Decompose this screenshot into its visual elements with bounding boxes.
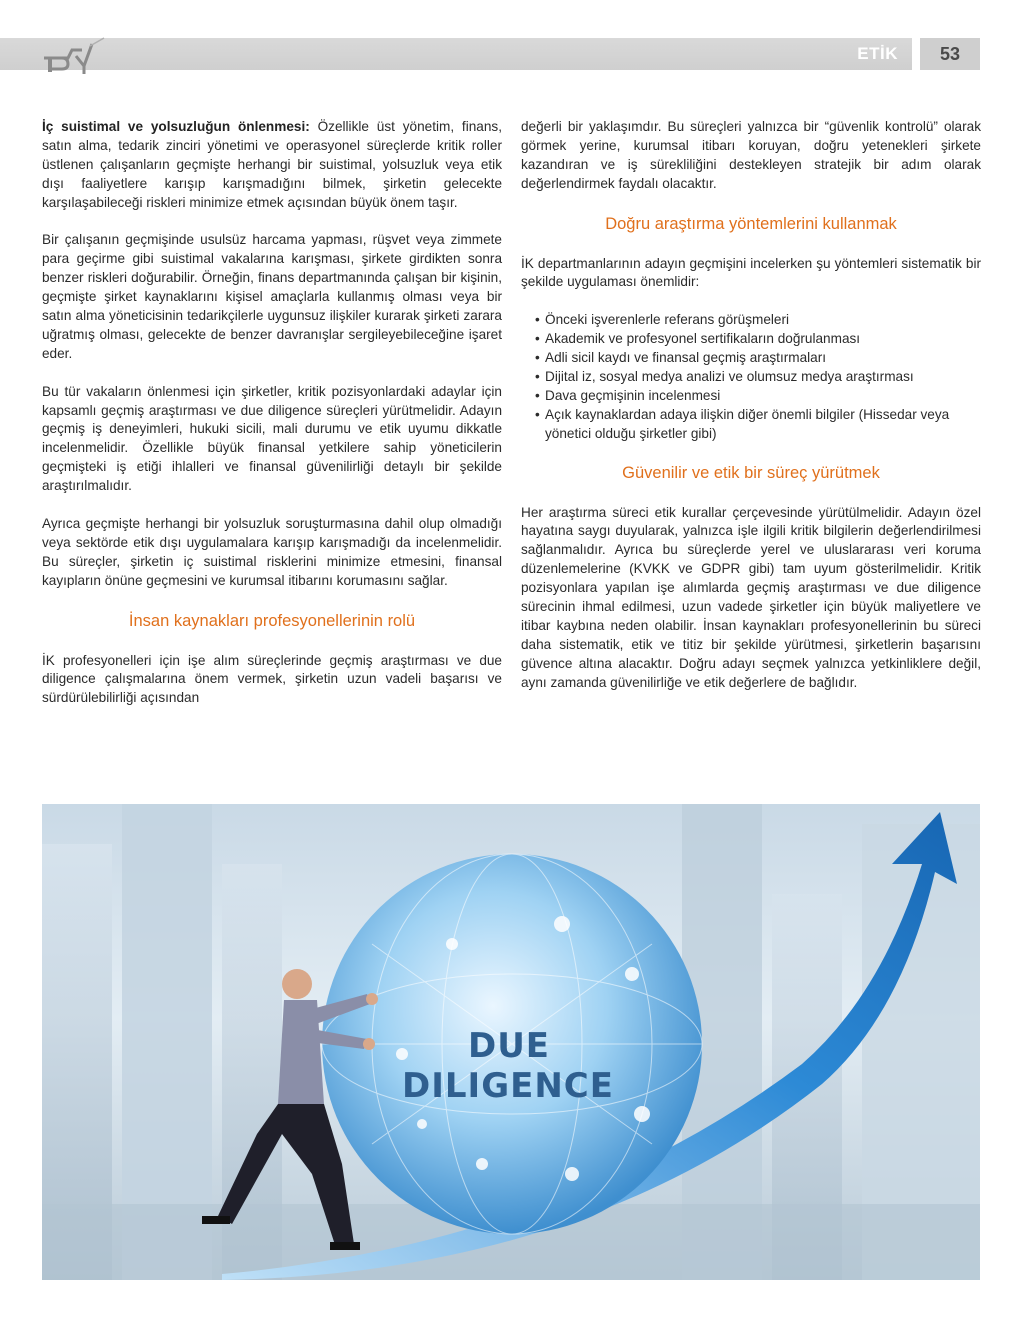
paragraph: Bir çalışanın geçmişinde usulsüz harcama yapması, rüşvet veya zimmete para geçirme gibi suistimal vakalarına karışması, şirkete girdikten sonra benzer riskleri doğurabilir. Örneğin, finans departmanında çalışan bir kişinin, geçmişte şirket kaynaklarını kişisel amaçlarla kullanmış olması veya bir satın alma yöneticisinin tedarikçilerle uygunsuz ilişkiler kurarak şirketi zarara uğratmış olması, gelecekte de benzer davranışlar sergileyebileceğine işaret eder.: [42, 232, 502, 361]
subheading-hr-role: İnsan kaynakları profesyonellerinin rolü: [128, 611, 416, 630]
list-item: • Açık kaynaklardan adaya ilişkin diğer önemli bilgiler (Hissedar veya yönetici olduğu şirketler gibi): [535, 406, 981, 444]
list-item: • Adli sicil kaydı ve finansal geçmiş araştırmaları: [535, 349, 981, 368]
paragraph: değerli bir yaklaşımdır. Bu süreçleri yalnızca bir “güvenlik kontrolü” olarak görmek yerine, kurumsal itibarı koruyan, doğru yetenekleri şirkete kazandıran ve iş sürekliliğini destekleyen stratejik bir adım olarak değerlendirmek faydalı olacaktır.: [521, 119, 981, 191]
paragraph: Her araştırma süreci etik kurallar çerçevesinde yürütülmelidir. Adayın özel hayatına saygı duyularak, yalnızca işle ilgili kritik bilgilerin değerlendirilmesi sağlanmalıdır. Ayrıca bu süreçlerde yerel ve uluslararası veri koruma düzenlemelerine (KVKK ve GDPR gibi) tam uyum gösterilmelidir. Kritik pozisyonlara yapılan işe alımlarda geçmiş araştırması ve due diligence sürecinin ihmal edilmesi, uzun vadede şirketler için büyük maliyetlere ve itibar kaybına neden olabilir. İnsan kaynakları profesyonellerinin bu süreci daha sistematik, etik ve titiz bir şekilde yürütmesi, şirketlerin başarısını güvence altına alacaktır. Doğru adayı seçmek yalnızca yetkinliklere değil, aynı zamanda güvenilirliğe ve etik değerlere de bağlıdır.: [521, 504, 981, 690]
list-item: • Akademik ve profesyonel sertifikaların doğrulanması: [535, 330, 981, 349]
paragraph: İK profesyonelleri için işe alım süreçlerinde geçmiş araştırması ve due diligence çalışmalarına önem vermek, şirketin uzun vadeli başarısı ve sürdürülebilirliği açısından: [42, 652, 502, 706]
globe-title-line2: DILIGENCE: [402, 1066, 614, 1106]
methods-list: [535, 311, 981, 443]
right-column: [521, 118, 981, 693]
paragraph: İK departmanlarının adayın geçmişini incelerken şu yöntemleri sistematik bir şekilde uygulaması önemlidir:: [521, 255, 981, 290]
subheading-research-methods: Doğru araştırma yöntemlerini kullanmak: [605, 214, 897, 233]
section-label: ETİK: [857, 44, 898, 63]
list-item: • Önceki işverenlerle referans görüşmeleri: [535, 311, 981, 330]
paragraph-text: Özellikle üst yönetim, finans, satın alma, tedarik zinciri yönetimi ve operasyonel süreçlerde kritik roller üstlenen çalışanların geçmişte herhangi bir suistimal, yolsuzluk veya etik dışı faaliyetlere karışıp karışmadığını bilmek, şirketin gelecekte karşılaşabileceği riskleri minimize etmek açısından büyük önem taşır.: [42, 119, 502, 210]
magazine-logo: [42, 36, 106, 76]
subheading-ethical-process: Güvenilir ve etik bir süreç yürütmek: [622, 463, 880, 482]
paragraph-lead: İç suistimal ve yolsuzluğun önlenmesi:: [42, 119, 310, 134]
due-diligence-photo: [42, 804, 980, 1280]
list-item: • Dava geçmişinin incelenmesi: [535, 387, 981, 406]
left-column: [42, 118, 502, 708]
list-item: • Dijital iz, sosyal medya analizi ve olumsuz medya araştırması: [535, 368, 981, 387]
paragraph: Ayrıca geçmişte herhangi bir yolsuzluk soruşturmasına dahil olup olmadığı veya sektörde etik dışı uygulamalara karışıp karışmadığı da incelenmelidir. Bu süreçler, şirketin iç suistimal risklerini minimize etmesini, finansal kayıpların önüne geçmesini ve kurumsal itibarını korumasını sağlar.: [42, 515, 502, 588]
paragraph: [42, 118, 502, 213]
page-number: 53: [920, 38, 980, 70]
header-bar: [0, 38, 912, 70]
paragraph: Bu tür vakaların önlenmesi için şirketler, kritik pozisyonlardaki adaylar için kapsamlı geçmiş araştırması ve due diligence süreçleri yürütmelidir. Adayın geçmiş iş deneyimleri, hukuki sicili, mali durumu ve etik uyumu dikkatle incelenmelidir. Özellikle büyük finansal yetkilere sahip yöneticilerin geçmişteki iş etiği ihlalleri ve finansal güvenilirliği detaylı bir şekilde araştırılmalıdır.: [42, 383, 502, 494]
globe-title-line1: DUE: [467, 1026, 551, 1066]
